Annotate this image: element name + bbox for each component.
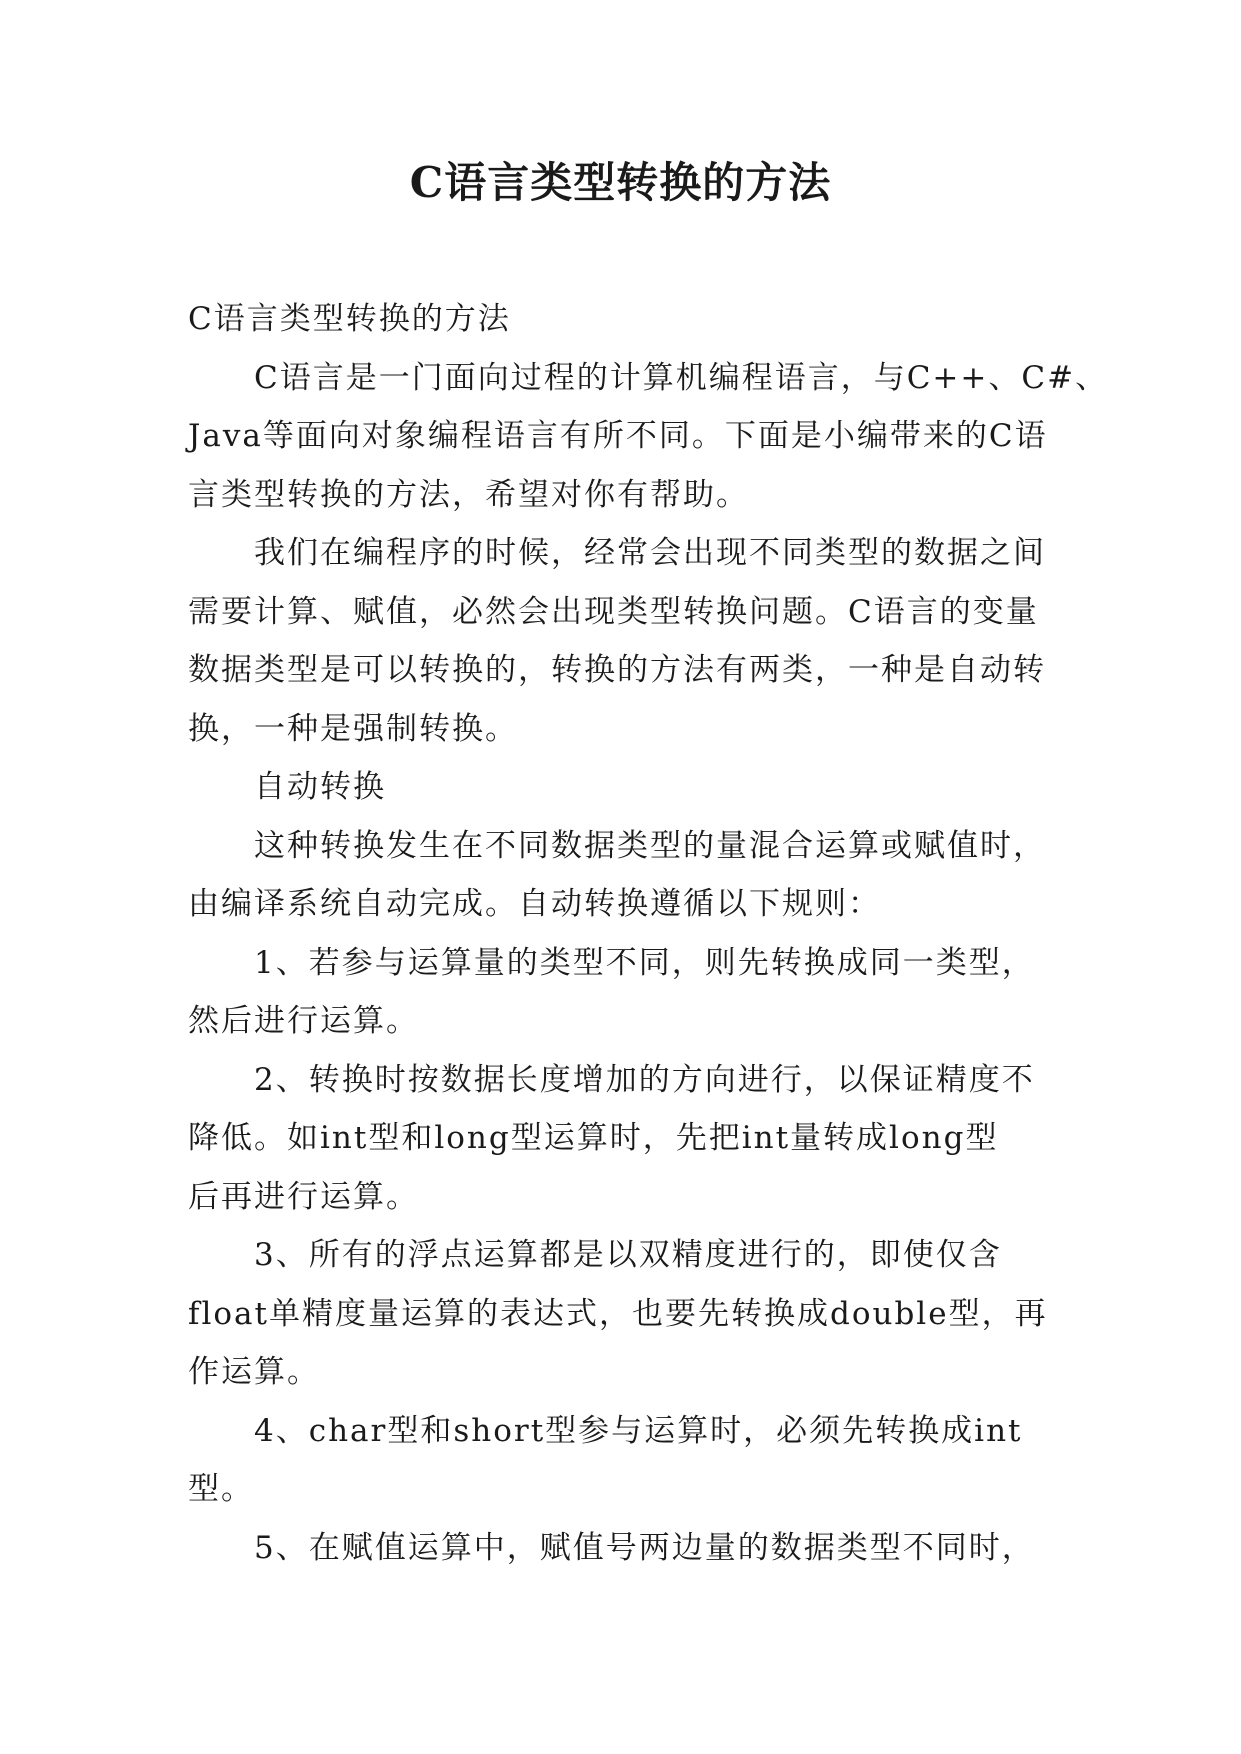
text-line: Java等面向对象编程语言有所不同。下面是小编带来的C语: [188, 418, 1048, 454]
text-line: 作运算。: [188, 1354, 320, 1390]
text-line: 言类型转换的方法，希望对你有帮助。: [188, 476, 749, 513]
text-line: 换，一种是强制转换。: [188, 710, 518, 747]
text-line: 数据类型是可以转换的，转换的方法有两类，一种是自动转: [188, 652, 1046, 688]
text-line: 后再进行运算。: [188, 1178, 419, 1215]
text-line: 3、所有的浮点运算都是以双精度进行的，即使仅含: [254, 1237, 1002, 1273]
text-line: 这种转换发生在不同数据类型的量混合运算或赋值时，: [254, 827, 1046, 864]
text-line: 型。: [188, 1471, 254, 1507]
document-title: C语言类型转换的方法: [409, 158, 832, 207]
text-line: float单精度量运算的表达式，也要先转换成double型，再: [188, 1295, 1048, 1332]
text-line: 需要计算、赋值，必然会出现类型转换问题。C语言的变量: [188, 593, 1039, 630]
text-line: 降低。如int型和long型运算时，先把int量转成long型: [188, 1120, 999, 1156]
document-body: [188, 290, 1109, 1577]
text-line: 2、转换时按数据长度增加的方向进行，以保证精度不: [254, 1061, 1035, 1098]
text-line: 然后进行运算。: [188, 1003, 419, 1039]
text-line: 1、若参与运算量的类型不同，则先转换成同一类型，: [254, 944, 1035, 981]
text-line: 自动转换: [254, 769, 386, 805]
text-line: C语言类型转换的方法: [188, 301, 511, 337]
text-line: 我们在编程序的时候，经常会出现不同类型的数据之间: [254, 535, 1046, 571]
text-line: 5、在赋值运算中，赋值号两边量的数据类型不同时，: [254, 1529, 1035, 1566]
text-line: C语言是一门面向过程的计算机编程语言，与C++、C#、: [254, 359, 1109, 396]
text-line: 4、char型和short型参与运算时，必须先转换成int: [254, 1412, 1023, 1449]
text-line: 由编译系统自动完成。自动转换遵循以下规则：: [188, 886, 881, 922]
